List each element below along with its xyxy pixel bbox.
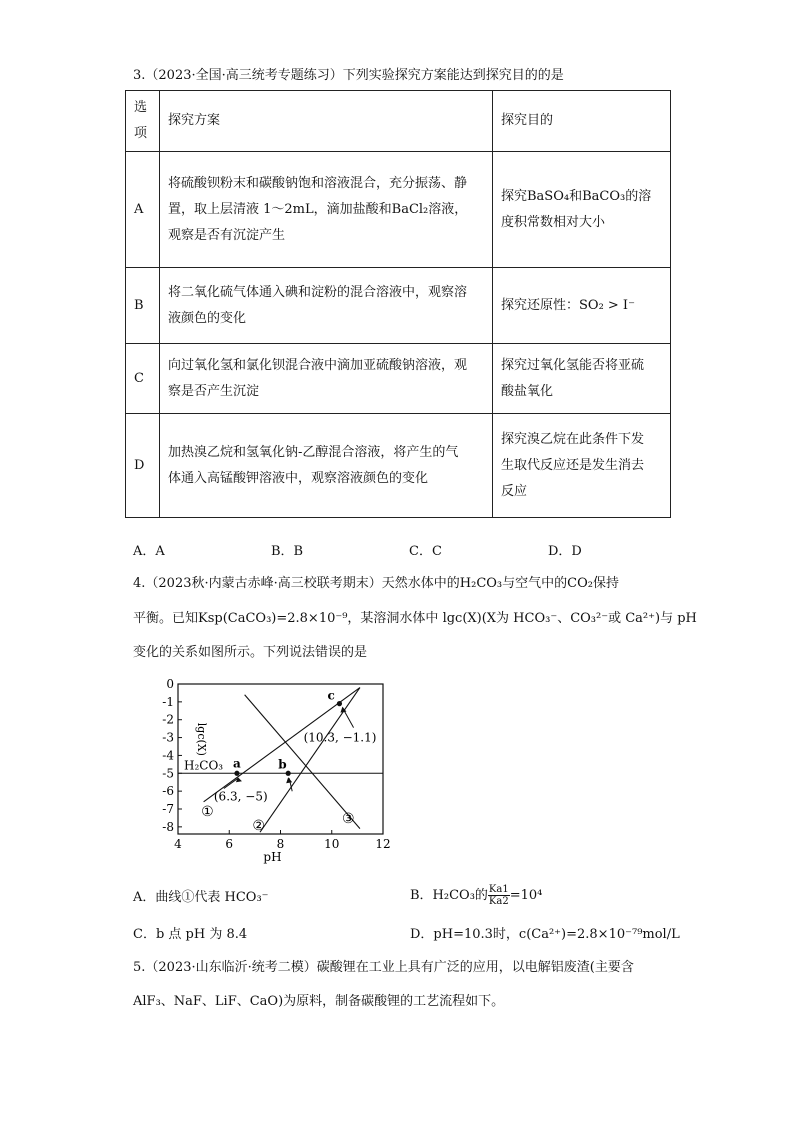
annotation-arrow bbox=[224, 778, 238, 788]
table-row bbox=[126, 344, 671, 414]
row-purpose bbox=[493, 414, 671, 518]
header-option bbox=[126, 91, 160, 152]
q3-source: （2023·全国·高三统考专题练习） bbox=[145, 68, 343, 83]
q4-line1 bbox=[133, 574, 693, 594]
point-annotation: (6.3, −5) bbox=[213, 789, 268, 804]
q3-option-b[interactable]: B．B bbox=[271, 544, 304, 559]
y-tick-label: -7 bbox=[162, 802, 174, 816]
curve-label: ② bbox=[252, 818, 265, 835]
q4-line2: 平衡。已知Ksp(CaCO₃)=2.8×10⁻⁹，某溶洞水体中 lgc(X)(X为 HCO₃⁻、CO₃²⁻或 Ca²⁺)与 pH bbox=[133, 611, 697, 626]
q3-option-c[interactable]: C．C bbox=[409, 544, 442, 559]
x-tick-label: 6 bbox=[225, 837, 234, 851]
q5-line2: AlF₃、NaF、LiF、CaO)为原料，制备碳酸锂的工艺流程如下。 bbox=[133, 994, 505, 1009]
y-tick-label: -5 bbox=[162, 766, 174, 781]
h2co3-label: H₂CO₃ bbox=[184, 758, 224, 773]
y-tick-label: -4 bbox=[162, 748, 174, 763]
q4-option-c[interactable]: C．b 点 pH 为 8.4 bbox=[133, 927, 248, 942]
row-scheme bbox=[160, 344, 493, 414]
q4-option-b-suffix: =10⁴ bbox=[509, 888, 543, 903]
q3-title bbox=[133, 66, 773, 86]
header-option-line2: 项 bbox=[134, 126, 148, 141]
data-point bbox=[337, 701, 342, 706]
table-row bbox=[126, 152, 671, 268]
scheme-line: 加热溴乙烷和氢氧化钠-乙醇混合溶液，将产生的气 bbox=[168, 444, 459, 460]
purpose-line: 探究BaSO₄和BaCO₃的溶 bbox=[501, 188, 652, 204]
row-option: A bbox=[126, 152, 160, 268]
purpose-line: 生取代反应还是发生消去 bbox=[501, 457, 645, 473]
scheme-line: 体通入高锰酸钾溶液中，观察溶液颜色的变化 bbox=[168, 470, 429, 486]
q4-option-a[interactable]: A．曲线①代表 HCO₃⁻ bbox=[133, 890, 269, 905]
ka2-denominator: Ka2 bbox=[488, 896, 509, 907]
header-scheme: 探究方案 bbox=[160, 91, 493, 152]
row-purpose bbox=[493, 344, 671, 414]
q3-stem: 下列实验探究方案能达到探究目的的是 bbox=[342, 68, 564, 83]
q3-option-d[interactable]: D．D bbox=[548, 544, 582, 559]
header-purpose: 探究目的 bbox=[493, 91, 671, 152]
data-point bbox=[234, 771, 239, 776]
x-tick-label: 8 bbox=[276, 837, 285, 851]
purpose-line: 探究还原性：SO₂ > I⁻ bbox=[501, 297, 635, 313]
purpose-line: 探究溴乙烷在此条件下发 bbox=[501, 431, 645, 447]
y-tick-label: 0 bbox=[166, 677, 174, 691]
table-header-row bbox=[126, 91, 671, 152]
q5-line1 bbox=[133, 958, 733, 978]
scheme-line: 向过氧化氢和氯化钡混合液中滴加亚硫酸钠溶液，观 bbox=[168, 357, 468, 373]
x-tick-label: 4 bbox=[174, 837, 182, 851]
ka1-numerator: Ka1 bbox=[488, 884, 509, 895]
y-tick-label: -1 bbox=[162, 694, 174, 709]
scheme-line: 将二氧化硫气体通入碘和淀粉的混合溶液中，观察溶 bbox=[168, 284, 468, 300]
q5-text1: 碳酸锂在工业上具有广泛的应用，以电解铝废渣(主要含 bbox=[316, 960, 634, 975]
y-tick-label: -6 bbox=[162, 784, 174, 799]
lgc-ph-chart bbox=[150, 672, 400, 868]
point-annotation: (10.3, −1.1) bbox=[303, 730, 377, 745]
q4-number: 4. bbox=[133, 576, 146, 591]
header-option-line1: 选 bbox=[134, 100, 148, 115]
annotation-arrowhead bbox=[286, 777, 292, 783]
point-label: a bbox=[232, 756, 241, 771]
q4-line3: 变化的关系如图所示。下列说法错误的是 bbox=[133, 645, 368, 660]
row-option: C bbox=[126, 344, 160, 414]
q3-option-a[interactable]: A．A bbox=[133, 544, 165, 559]
row-scheme bbox=[160, 414, 493, 518]
q4-text1: 天然水体中的H₂CO₃与空气中的CO₂保持 bbox=[381, 576, 619, 591]
table-row bbox=[126, 268, 671, 344]
point-label: c bbox=[327, 688, 335, 703]
purpose-line: 度积常数相对大小 bbox=[501, 214, 606, 230]
q3-number: 3. bbox=[133, 68, 146, 83]
row-option: B bbox=[126, 268, 160, 344]
ka-fraction bbox=[488, 884, 510, 907]
q5-source: （2023·山东临沂·统考二模） bbox=[145, 960, 317, 975]
curve-label: ③ bbox=[342, 810, 355, 827]
q5-number: 5. bbox=[133, 960, 146, 975]
purpose-line: 反应 bbox=[501, 483, 528, 499]
table-row bbox=[126, 414, 671, 518]
row-scheme bbox=[160, 152, 493, 268]
q4-option-d[interactable]: D．pH=10.3时，c(Ca²⁺)=2.8×10⁻⁷⁹mol/L bbox=[410, 927, 680, 942]
series-line bbox=[204, 688, 360, 802]
purpose-line: 酸盐氧化 bbox=[501, 383, 554, 399]
row-purpose bbox=[493, 268, 671, 344]
x-tick-label: 12 bbox=[375, 837, 391, 851]
scheme-line: 置，取上层清液 1～2mL，滴加盐酸和BaCl₂溶液， bbox=[168, 201, 468, 217]
data-point bbox=[286, 771, 291, 776]
scheme-line: 液颜色的变化 bbox=[168, 310, 247, 326]
row-option: D bbox=[126, 414, 160, 518]
y-tick-label: -8 bbox=[162, 819, 174, 834]
x-tick-label: 10 bbox=[324, 837, 340, 851]
q4-option-b-prefix: B．H₂CO₃的 bbox=[410, 888, 488, 903]
row-purpose bbox=[493, 152, 671, 268]
q4-source: （2023秋·内蒙古赤峰·高三校联考期末） bbox=[145, 576, 382, 591]
purpose-line: 探究过氧化氢能否将亚硫 bbox=[501, 357, 645, 373]
scheme-line: 将硫酸钡粉末和碳酸钠饱和溶液混合，充分振荡、静 bbox=[168, 175, 468, 191]
x-axis-label: pH bbox=[263, 850, 282, 864]
row-scheme bbox=[160, 268, 493, 344]
y-tick-label: -3 bbox=[162, 730, 174, 745]
scheme-line: 察是否产生沉淀 bbox=[168, 383, 260, 399]
curve-label: ① bbox=[201, 803, 214, 820]
q4-option-b[interactable] bbox=[410, 884, 710, 907]
point-label: b bbox=[278, 757, 287, 772]
q3-options bbox=[133, 540, 733, 560]
y-tick-label: -2 bbox=[162, 712, 174, 727]
experiment-table bbox=[125, 90, 671, 518]
y-axis-label: lgc(X) bbox=[195, 722, 208, 756]
series-line bbox=[245, 695, 360, 829]
scheme-line: 观察是否有沉淀产生 bbox=[168, 227, 286, 243]
